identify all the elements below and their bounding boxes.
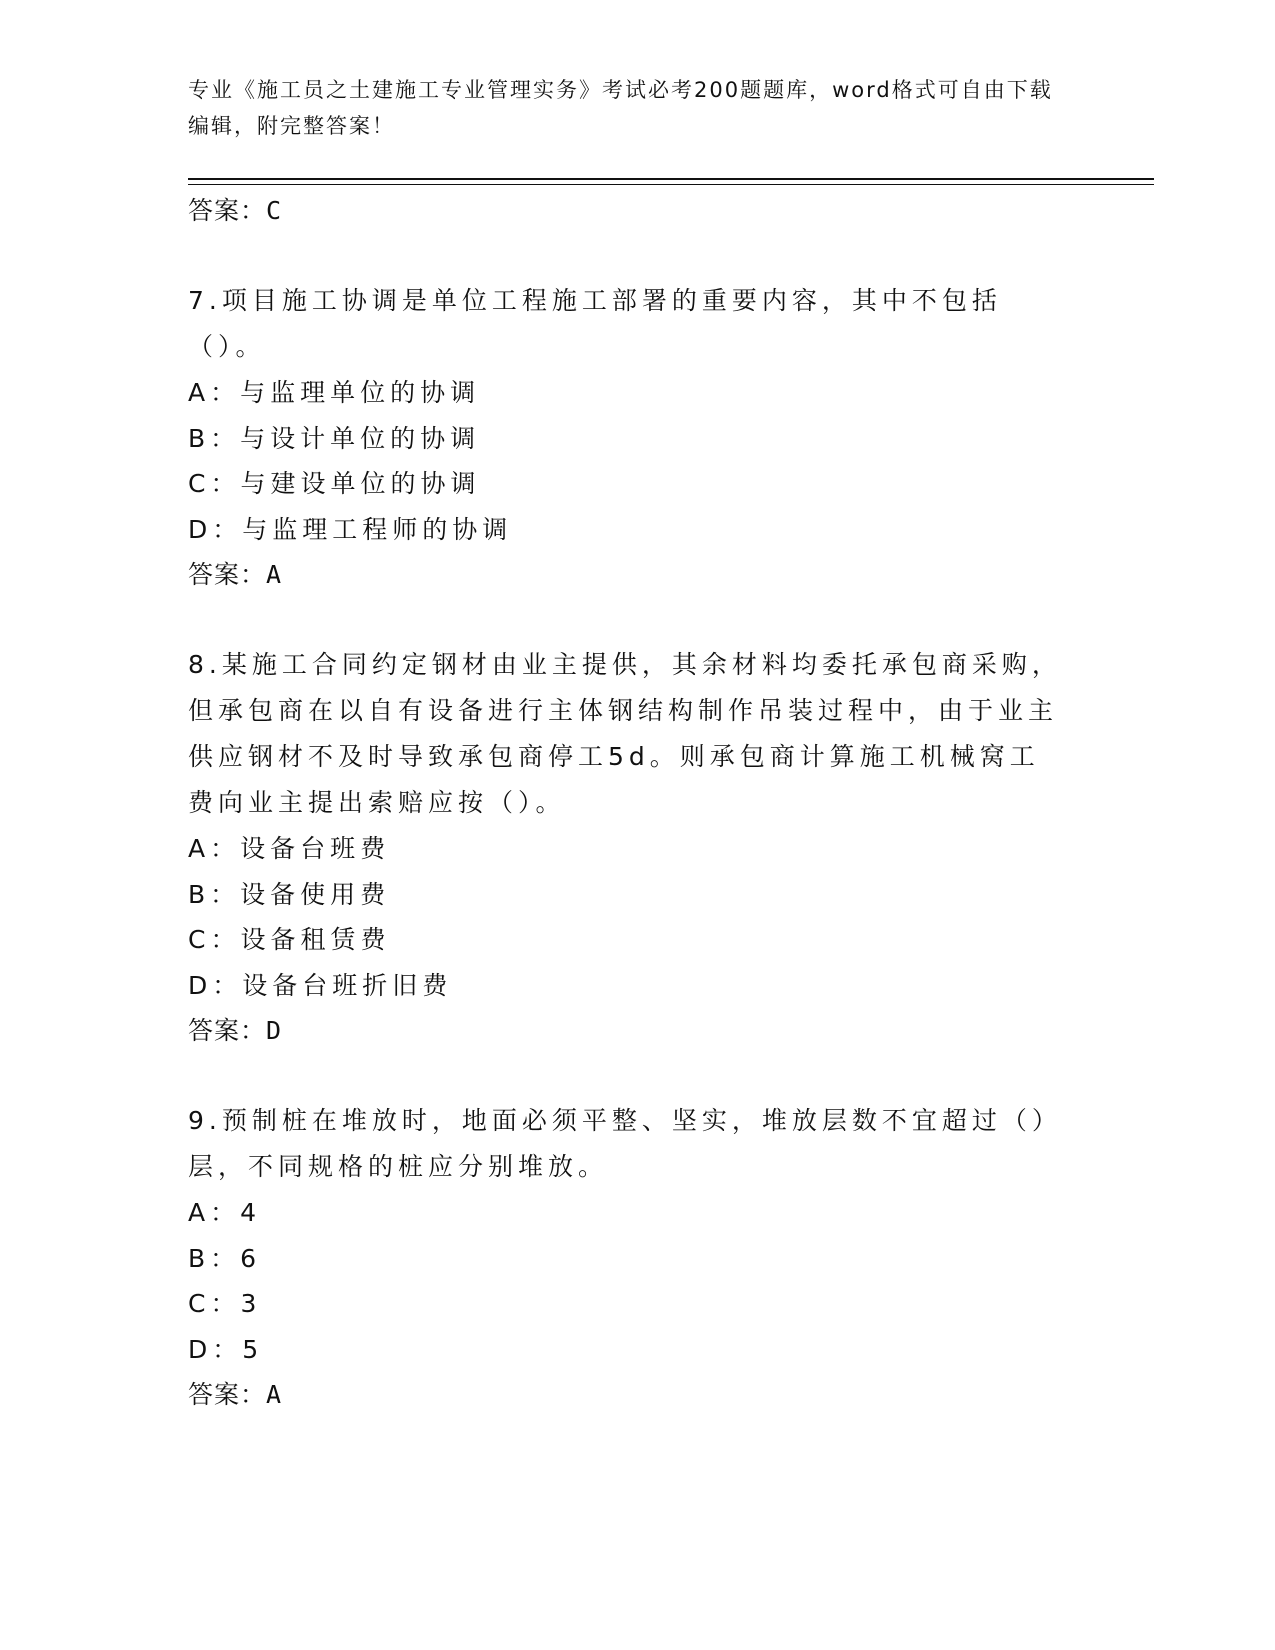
option-d: D：5 — [188, 1334, 264, 1364]
option-a: A：4 — [188, 1198, 262, 1227]
answer-line — [188, 1008, 1068, 1054]
answer-label: 答案： — [188, 1380, 267, 1409]
option-c: C：3 — [188, 1289, 262, 1318]
header-divider — [188, 178, 1154, 180]
question-list — [188, 188, 1068, 1418]
option-b: B：与设计单位的协调 — [188, 423, 481, 453]
answer-label: 答案： — [188, 196, 267, 225]
option-d: D：设备台班折旧费 — [188, 970, 453, 1000]
question-8 — [188, 642, 1068, 1054]
option-c: C：设备租赁费 — [188, 925, 391, 954]
option-a: A：与监理单位的协调 — [188, 378, 481, 407]
answer-line — [188, 1372, 1068, 1418]
question-text: 7.项目施工协调是单位工程施工部署的重要内容，其中不包括（）。 — [188, 286, 1002, 361]
answer-value: D — [266, 1016, 283, 1045]
option-c: C：与建设单位的协调 — [188, 469, 481, 498]
answer-label: 答案： — [188, 560, 267, 589]
document-header: 专业《施工员之土建施工专业管理实务》考试必考200题题库，word格式可自由下载编辑，附完整答案！ — [188, 78, 1053, 138]
question-7 — [188, 278, 1068, 598]
header-divider-thin — [188, 184, 1154, 185]
option-d: D：与监理工程师的协调 — [188, 514, 513, 544]
option-b: B：设备使用费 — [188, 879, 391, 909]
question-text: 9.预制桩在堆放时，地面必须平整、坚实，堆放层数不宜超过（）层，不同规格的桩应分别堆放。 — [188, 1106, 1062, 1181]
answer-line — [188, 552, 1068, 598]
question-text: 8.某施工合同约定钢材由业主提供，其余材料均委托承包商采购，但承包商在以自有设备进行主体钢结构制作吊装过程中，由于业主供应钢材不及时导致承包商停工5d。则承包商计算施工机械窝工费向业主提出索赔应按（）。 — [188, 650, 1062, 817]
answer-value: C — [266, 196, 283, 225]
answer-value: A — [266, 560, 283, 589]
question-9 — [188, 1098, 1068, 1418]
answer-label: 答案： — [188, 1016, 267, 1045]
answer-value: A — [266, 1380, 283, 1409]
option-a: A：设备台班费 — [188, 834, 391, 863]
option-b: B：6 — [188, 1243, 262, 1273]
answer-line — [188, 188, 1068, 234]
